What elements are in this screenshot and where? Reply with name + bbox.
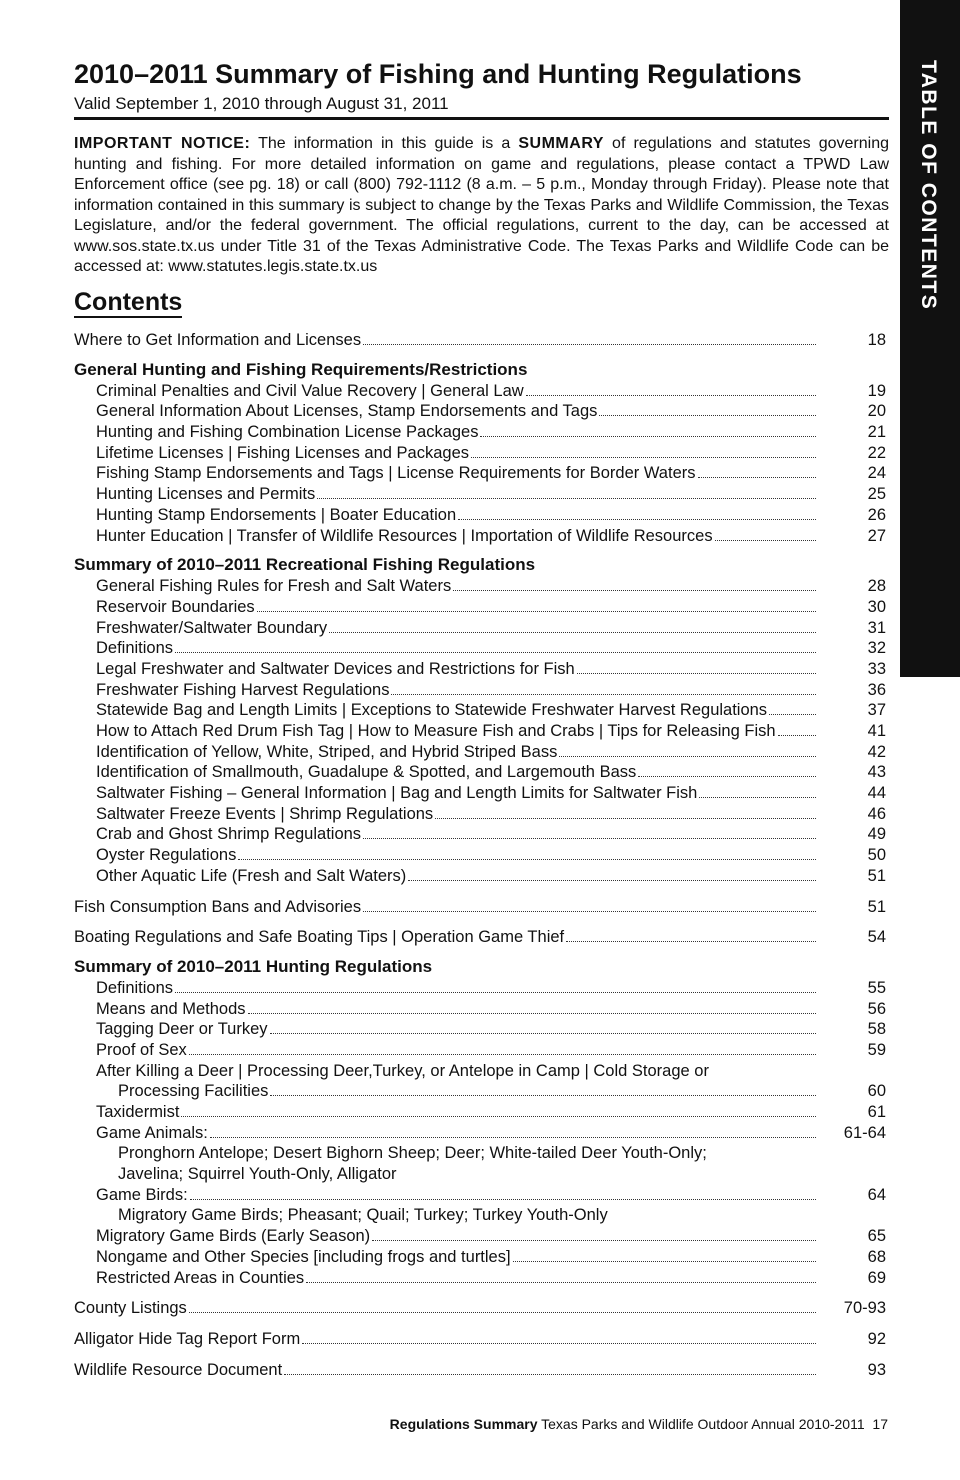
- toc-entry: Where to Get Information and Licenses 18: [74, 331, 886, 349]
- page-title: 2010–2011 Summary of Fishing and Hunting Regulations: [74, 59, 802, 89]
- toc-entry: Migratory Game Birds (Early Season) 65: [96, 1227, 886, 1246]
- toc-entry: Freshwater Fishing Harvest Regulations 36: [96, 680, 886, 699]
- toc-entry-line: Pronghorn Antelope; Desert Bighorn Sheep; Deer; White-tailed Deer Youth-Only;: [118, 1144, 707, 1163]
- toc-entry: Criminal Penalties and Civil Value Recovery | General Law 19: [96, 381, 886, 400]
- toc-entry: Statewide Bag and Length Limits | Exceptions to Statewide Freshwater Harvest Regulations 37: [96, 701, 886, 720]
- toc-entry: Alligator Hide Tag Report Form 92: [74, 1329, 886, 1348]
- toc-entry: Hunting and Fishing Combination License Packages 21: [96, 423, 886, 442]
- toc-entry: Game Birds: 64: [96, 1185, 886, 1204]
- footer-text: Texas Parks and Wildlife Outdoor Annual 2010-2011: [537, 1416, 865, 1432]
- page-footer: [390, 1416, 888, 1432]
- notice-emphasis: SUMMARY: [518, 135, 604, 152]
- toc-entry: Fish Consumption Bans and Advisories 51: [74, 897, 886, 916]
- table-of-contents: [74, 330, 886, 1380]
- toc-entry: Definitions 55: [96, 978, 886, 997]
- toc-entry: Processing Facilities 60: [118, 1082, 886, 1101]
- toc-entry-line: Migratory Game Birds; Pheasant; Quail; Turkey; Turkey Youth-Only: [118, 1206, 608, 1225]
- toc-entry: Nongame and Other Species [including frogs and turtles] 68: [96, 1247, 886, 1266]
- toc-entry: Tagging Deer or Turkey 58: [96, 1020, 886, 1039]
- toc-entry: How to Attach Red Drum Fish Tag | How to Measure Fish and Crabs | Tips for Releasing Fish 41: [96, 722, 886, 740]
- toc-entry: Lifetime Licenses | Fishing Licenses and Packages 22: [96, 443, 886, 462]
- toc-entry: Restricted Areas in Counties 69: [96, 1268, 886, 1287]
- toc-entry: Freshwater/Saltwater Boundary 31: [96, 618, 886, 637]
- toc-entry: Hunter Education | Transfer of Wildlife Resources | Importation of Wildlife Resources 27: [96, 526, 886, 545]
- important-notice: [74, 134, 889, 278]
- toc-entry: General Information About Licenses, Stamp Endorsements and Tags 20: [96, 402, 886, 421]
- page-subtitle: Valid September 1, 2010 through August 31, 2011: [74, 94, 449, 113]
- toc-entry: County Listings 70-93: [74, 1299, 886, 1318]
- toc-entry: Oyster Regulations 50: [96, 846, 886, 865]
- toc-entry: Taxidermist 61: [96, 1103, 886, 1121]
- toc-entry-line: After Killing a Deer | Processing Deer,Turkey, or Antelope in Camp | Cold Storage or: [96, 1061, 709, 1080]
- toc-entry: Game Animals: 61-64: [96, 1123, 886, 1142]
- toc-entry: Identification of Yellow, White, Striped, and Hybrid Striped Bass 42: [96, 742, 886, 761]
- toc-entry: Saltwater Fishing – General Information | Bag and Length Limits for Saltwater Fish 44: [96, 784, 886, 803]
- toc-entry: Boating Regulations and Safe Boating Tips | Operation Game Thief 54: [74, 928, 886, 947]
- toc-section-heading: Summary of 2010–2011 Hunting Regulations: [74, 956, 433, 976]
- toc-entry-line: Javelina; Squirrel Youth-Only, Alligator: [118, 1165, 397, 1184]
- toc-section-heading: General Hunting and Fishing Requirements/Restrictions: [74, 359, 528, 379]
- toc-entry: Definitions 32: [96, 639, 886, 658]
- toc-entry: Proof of Sex 59: [96, 1040, 886, 1059]
- toc-entry: Reservoir Boundaries 30: [96, 597, 886, 616]
- toc-section-heading: Summary of 2010–2011 Recreational Fishing Regulations: [74, 555, 536, 575]
- side-tab-label: TABLE OF CONTENTS: [917, 60, 940, 311]
- footer-bold: Regulations Summary: [389, 1416, 538, 1432]
- toc-entry: Other Aquatic Life (Fresh and Salt Waters) 51: [96, 866, 886, 885]
- toc-entry: Identification of Smallmouth, Guadalupe & Spotted, and Largemouth Bass 43: [96, 763, 886, 782]
- page-number: 17: [872, 1416, 888, 1432]
- title-rule: [74, 117, 889, 120]
- toc-entry: General Fishing Rules for Fresh and Salt Waters 28: [96, 577, 886, 596]
- notice-label: IMPORTANT NOTICE:: [74, 135, 251, 152]
- contents-heading: Contents: [74, 288, 183, 316]
- toc-entry: Crab and Ghost Shrimp Regulations 49: [96, 825, 886, 844]
- toc-entry: Hunting Stamp Endorsements | Boater Education 26: [96, 505, 886, 524]
- toc-entry: Hunting Licenses and Permits 25: [96, 485, 886, 504]
- notice-text-2: of regulations and statutes governing hunting and fishing. For more detailed information on game and regulations, please contact a TPWD Law Enforcement office (see pg. 18) or call (800) 792-1112 (8 a.m. – 5 p.m., Monday through Friday). Please note that information contained in this summary is subject to change by the Texas Parks and Wildlife Commission, the Texas Legislature, and/or the federal government. The official regulations, current to the day, can be accessed at www.sos.state.tx.us under Title 31 of the Texas Administrative Code. The Texas Parks and Wildlife Code can be accessed at: www.statutes.legis.state.tx.us: [74, 135, 890, 275]
- toc-entry: Saltwater Freeze Events | Shrimp Regulations 46: [96, 804, 886, 823]
- toc-entry: Means and Methods 56: [96, 999, 886, 1018]
- toc-entry: Wildlife Resource Document 93: [74, 1360, 886, 1379]
- toc-entry: Legal Freshwater and Saltwater Devices and Restrictions for Fish 33: [96, 659, 886, 678]
- notice-text-1: The information in this guide is a: [250, 135, 519, 152]
- toc-entry: Fishing Stamp Endorsements and Tags | License Requirements for Border Waters 24: [96, 464, 886, 483]
